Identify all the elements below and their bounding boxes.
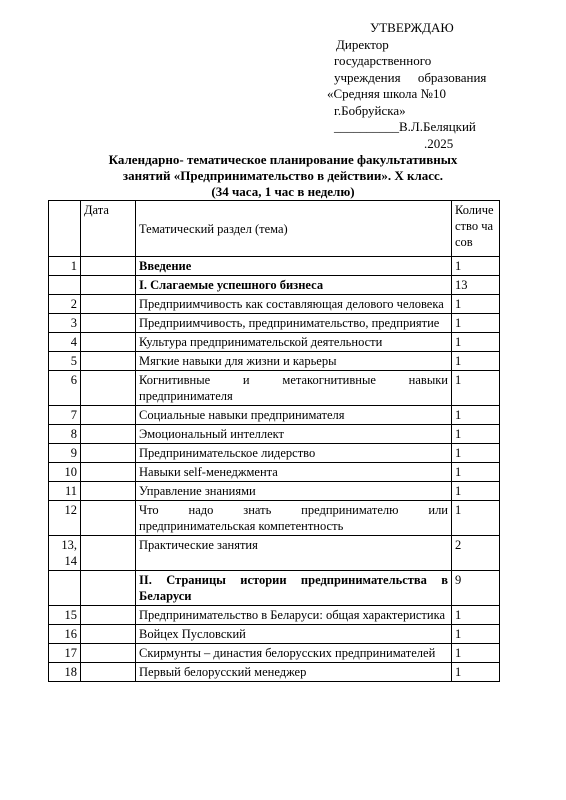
row-topic: Скирмунты – династия белорусских предпринимателей	[136, 644, 452, 663]
row-number: 3	[49, 314, 81, 333]
row-topic: Предпринимательское лидерство	[136, 444, 452, 463]
row-number: 18	[49, 663, 81, 682]
row-number: 10	[49, 463, 81, 482]
row-number: 15	[49, 606, 81, 625]
approval-block	[316, 20, 506, 152]
document-title	[60, 152, 506, 200]
row-topic: Навыки self-менеджмента	[136, 463, 452, 482]
row-hours: 1	[452, 644, 500, 663]
header-topic: Тематический раздел (тема)	[136, 201, 452, 257]
table-header-row	[49, 201, 500, 257]
row-date	[81, 333, 136, 352]
row-number	[49, 571, 81, 606]
row-topic: Когнитивные и метакогнитивные навыки предпринимателя	[136, 371, 452, 406]
row-topic: Предприимчивость как составляющая делового человека	[136, 295, 452, 314]
row-number: 1	[49, 257, 81, 276]
row-number: 2	[49, 295, 81, 314]
table-row	[49, 425, 500, 444]
row-number: 8	[49, 425, 81, 444]
row-hours: 1	[452, 406, 500, 425]
row-date	[81, 606, 136, 625]
header-hours: Количество часов	[452, 201, 500, 257]
row-hours: 1	[452, 333, 500, 352]
table-row	[49, 482, 500, 501]
row-topic: Практические занятия	[136, 536, 452, 571]
row-number: 13, 14	[49, 536, 81, 571]
row-date	[81, 444, 136, 463]
row-date	[81, 314, 136, 333]
row-date	[81, 536, 136, 571]
row-topic: Первый белорусский менеджер	[136, 663, 452, 682]
row-hours: 9	[452, 571, 500, 606]
row-topic: Что надо знать предпринимателю или предпринимательская компетентность	[136, 501, 452, 536]
row-date	[81, 501, 136, 536]
row-topic: Управление знаниями	[136, 482, 452, 501]
row-hours: 1	[452, 257, 500, 276]
row-number: 9	[49, 444, 81, 463]
row-topic: Мягкие навыки для жизни и карьеры	[136, 352, 452, 371]
row-number: 16	[49, 625, 81, 644]
row-date	[81, 406, 136, 425]
row-topic: Эмоциональный интеллект	[136, 425, 452, 444]
row-date	[81, 257, 136, 276]
row-number: 5	[49, 352, 81, 371]
row-date	[81, 371, 136, 406]
row-number: 6	[49, 371, 81, 406]
row-hours: 1	[452, 606, 500, 625]
row-topic: Предпринимательство в Беларуси: общая характеристика	[136, 606, 452, 625]
table-row	[49, 371, 500, 406]
row-date	[81, 425, 136, 444]
table-row	[49, 314, 500, 333]
row-topic: Культура предпринимательской деятельности	[136, 333, 452, 352]
table-row	[49, 571, 500, 606]
row-number: 12	[49, 501, 81, 536]
row-hours: 1	[452, 425, 500, 444]
row-date	[81, 352, 136, 371]
row-topic: I. Слагаемые успешного бизнеса	[136, 276, 452, 295]
row-hours: 1	[452, 295, 500, 314]
row-number: 4	[49, 333, 81, 352]
row-date	[81, 276, 136, 295]
table-row	[49, 536, 500, 571]
table-row	[49, 644, 500, 663]
table-row	[49, 501, 500, 536]
row-date	[81, 644, 136, 663]
approval-org-line-2: учреждения образования	[334, 69, 487, 85]
row-hours: 2	[452, 536, 500, 571]
approval-position: Директор	[336, 36, 389, 52]
approval-org-line-1: государственного	[334, 53, 432, 68]
row-number	[49, 276, 81, 295]
table-row	[49, 463, 500, 482]
row-hours: 1	[452, 463, 500, 482]
row-hours: 1	[452, 371, 500, 406]
approval-signature-line: __________В.Л.Беляцкий	[334, 119, 476, 134]
table-row	[49, 276, 500, 295]
row-hours: 1	[452, 501, 500, 536]
row-topic: II. Страницы истории предпринимательства в Беларуси	[136, 571, 452, 606]
row-topic: Войцех Пусловский	[136, 625, 452, 644]
row-hours: 1	[452, 625, 500, 644]
approval-date: .2025	[424, 135, 454, 151]
title-line-2: занятий «Предпринимательство в действии». X класс.	[122, 168, 444, 183]
header-date: Дата	[81, 201, 136, 257]
row-hours: 1	[452, 482, 500, 501]
table-row	[49, 663, 500, 682]
row-number: 7	[49, 406, 81, 425]
plan-table	[48, 200, 500, 682]
row-date	[81, 625, 136, 644]
table-row	[49, 444, 500, 463]
table-row	[49, 352, 500, 371]
row-date	[81, 463, 136, 482]
title-line-1: Календарно- тематическое планирование факультативных	[108, 152, 458, 167]
row-date	[81, 663, 136, 682]
row-number: 11	[49, 482, 81, 501]
table-row	[49, 333, 500, 352]
table-row	[49, 257, 500, 276]
table-row	[49, 295, 500, 314]
row-hours: 1	[452, 352, 500, 371]
row-number: 17	[49, 644, 81, 663]
row-hours: 13	[452, 276, 500, 295]
row-topic: Предприимчивость, предпринимательство, предприятие	[136, 314, 452, 333]
row-topic: Введение	[136, 257, 452, 276]
row-hours: 1	[452, 314, 500, 333]
table-row	[49, 406, 500, 425]
row-hours: 1	[452, 663, 500, 682]
title-line-3: (34 часа, 1 час в неделю)	[211, 184, 355, 199]
approval-city: г.Бобруйска»	[334, 102, 406, 118]
row-date	[81, 482, 136, 501]
row-hours: 1	[452, 444, 500, 463]
table-row	[49, 625, 500, 644]
table-row	[49, 606, 500, 625]
approval-school-name: «Средняя школа №10	[327, 86, 446, 101]
row-topic: Социальные навыки предпринимателя	[136, 406, 452, 425]
approval-heading: УТВЕРЖДАЮ	[370, 20, 454, 35]
row-date	[81, 571, 136, 606]
header-num	[49, 201, 81, 257]
row-date	[81, 295, 136, 314]
